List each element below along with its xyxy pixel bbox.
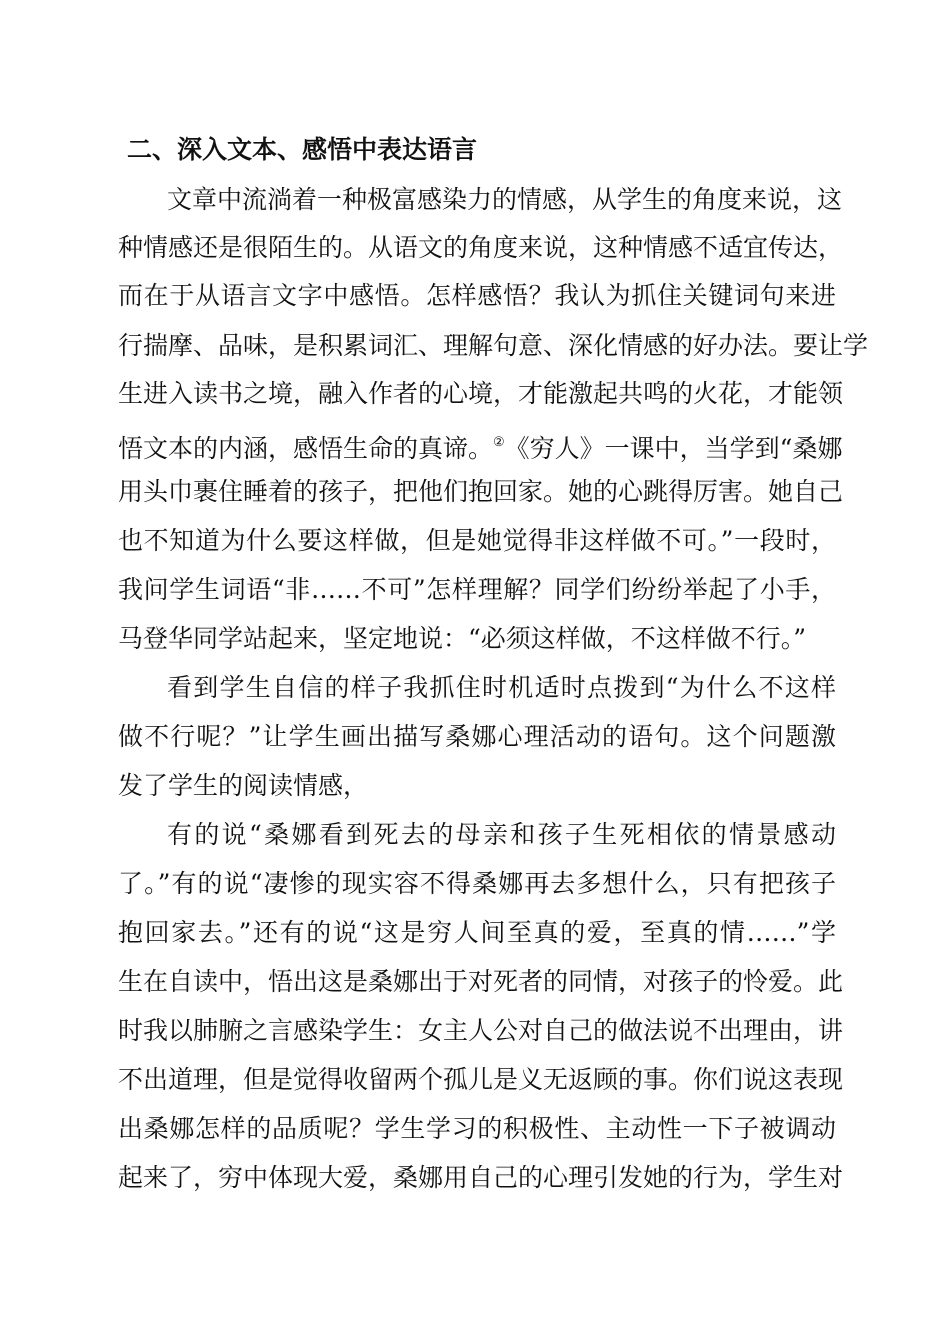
paragraph-line: 起来了，穷中体现大爱，桑娜用自己的心理引发她的行为，学生对 [118,1163,844,1192]
text-segment: 悟文本的内涵，感悟生命的真谛。 [118,434,494,463]
text-segment: 《穷人》一课中，当学到“桑娜 [504,434,843,463]
paragraph-line: 做不行呢？”让学生画出描写桑娜心理活动的语句。这个问题激 [118,722,836,751]
paragraph-line: 时我以肺腑之言感染学生：女主人公对自己的做法说不出理由，讲 [118,1016,844,1045]
paragraph-line: 我问学生词语“非……不可”怎样理解？同学们纷纷举起了小手， [118,575,836,604]
paragraph-line: 不出道理，但是觉得收留两个孤儿是义无返顾的事。你们说这表现 [118,1065,844,1094]
paragraph-line: 用头巾裹住睡着的孩子，把他们抱回家。她的心跳得厉害。她自己 [118,477,844,506]
section-heading: 二、深入文本、感悟中表达语言 [127,135,478,164]
paragraph-line: 生在自读中，悟出这是桑娜出于对死者的同情，对孩子的怜爱。此 [118,967,844,996]
paragraph-line: 了。”有的说“凄惨的现实容不得桑娜再去多想什么，只有把孩子 [118,869,836,898]
paragraph-line-with-footnote [118,423,843,469]
paragraph-line: 抱回家去。”还有的说“这是穷人间至真的爱，至真的情……”学 [118,918,836,947]
paragraph-line: 种情感还是很陌生的。从语文的角度来说，这种情感不适宜传达， [118,233,844,262]
paragraph-line: 马登华同学站起来，坚定地说：“必须这样做，不这样做不行。” [118,624,807,653]
paragraph-line: 生进入读书之境，融入作者的心境，才能激起共鸣的火花，才能领 [118,379,844,408]
paragraph-line: 文章中流淌着一种极富感染力的情感，从学生的角度来说，这 [167,185,843,214]
footnote-marker: ② [493,435,505,450]
paragraph-line: 有的说“桑娜看到死去的母亲和孩子生死相依的情景感动 [167,820,836,849]
paragraph-line: 看到学生自信的样子我抓住时机适时点拨到“为什么不这样 [167,673,836,702]
paragraph-line: 也不知道为什么要这样做，但是她觉得非这样做不可。”一段时， [118,526,836,555]
paragraph-line: 出桑娜怎样的品质呢？学生学习的积极性、主动性一下子被调动 [118,1114,836,1143]
paragraph-line: 发了学生的阅读情感， [118,771,369,800]
paragraph-line: 而在于从语言文字中感悟。怎样感悟？我认为抓住关键词句来进 [118,281,836,310]
paragraph-line: 行揣摩、品味，是积累词汇、理解句意、深化情感的好办法。要让学 [118,331,869,360]
